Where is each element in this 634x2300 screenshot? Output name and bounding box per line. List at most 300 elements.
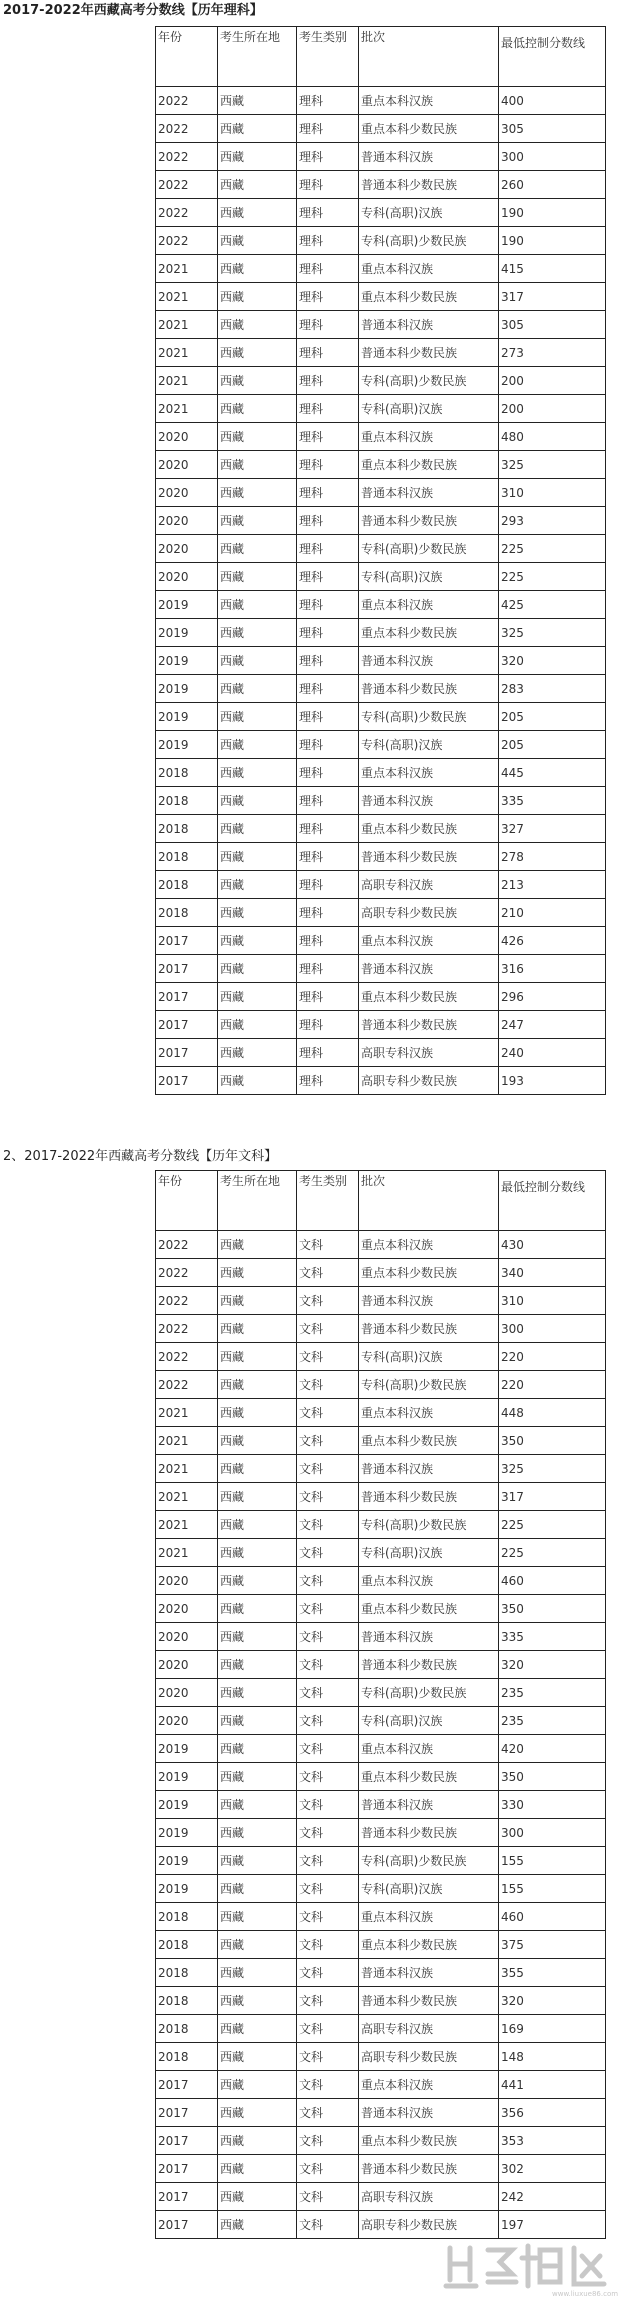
cell-category: 文科 (297, 1903, 359, 1931)
cell-location: 西藏 (218, 1567, 297, 1595)
header-min-score: 最低控制分数线 (499, 27, 606, 87)
cell-batch: 重点本科少数民族 (359, 1259, 499, 1287)
cell-year: 2019 (156, 647, 218, 675)
cell-min-score: 310 (499, 1287, 606, 1315)
cell-category: 理科 (297, 563, 359, 591)
cell-batch: 重点本科少数民族 (359, 451, 499, 479)
cell-batch: 重点本科汉族 (359, 1399, 499, 1427)
cell-location: 西藏 (218, 199, 297, 227)
cell-min-score: 460 (499, 1567, 606, 1595)
table-row (156, 339, 606, 367)
cell-batch: 普通本科少数民族 (359, 2155, 499, 2183)
cell-location: 西藏 (218, 899, 297, 927)
cell-batch: 普通本科少数民族 (359, 1819, 499, 1847)
header-batch: 批次 (359, 1171, 499, 1231)
cell-location: 西藏 (218, 731, 297, 759)
table-row (156, 1427, 606, 1455)
cell-year: 2018 (156, 843, 218, 871)
cell-location: 西藏 (218, 1259, 297, 1287)
table-row (156, 535, 606, 563)
table-row (156, 703, 606, 731)
cell-category: 文科 (297, 1315, 359, 1343)
cell-location: 西藏 (218, 2043, 297, 2071)
cell-location: 西藏 (218, 1539, 297, 1567)
cell-min-score: 426 (499, 927, 606, 955)
cell-category: 文科 (297, 1595, 359, 1623)
cell-category: 文科 (297, 1455, 359, 1483)
cell-year: 2021 (156, 255, 218, 283)
cell-batch: 专科(高职)少数民族 (359, 535, 499, 563)
cell-year: 2019 (156, 731, 218, 759)
cell-batch: 高职专科少数民族 (359, 1067, 499, 1095)
cell-batch: 重点本科汉族 (359, 591, 499, 619)
site-watermark-logo (440, 2236, 630, 2298)
cell-location: 西藏 (218, 227, 297, 255)
science-score-table (155, 26, 606, 1095)
cell-location: 西藏 (218, 563, 297, 591)
cell-category: 理科 (297, 927, 359, 955)
cell-location: 西藏 (218, 759, 297, 787)
cell-min-score: 305 (499, 115, 606, 143)
cell-year: 2019 (156, 1819, 218, 1847)
cell-min-score: 190 (499, 199, 606, 227)
science-section-title: 2017-2022年西藏高考分数线【历年理科】 (3, 3, 263, 18)
cell-location: 西藏 (218, 787, 297, 815)
cell-batch: 重点本科汉族 (359, 255, 499, 283)
cell-min-score: 260 (499, 171, 606, 199)
table-row (156, 395, 606, 423)
table-row (156, 1539, 606, 1567)
cell-category: 理科 (297, 143, 359, 171)
cell-min-score: 155 (499, 1847, 606, 1875)
cell-min-score: 273 (499, 339, 606, 367)
table-row (156, 367, 606, 395)
table-row (156, 1315, 606, 1343)
cell-location: 西藏 (218, 1819, 297, 1847)
cell-min-score: 197 (499, 2211, 606, 2239)
cell-location: 西藏 (218, 1067, 297, 1095)
cell-location: 西藏 (218, 311, 297, 339)
cell-year: 2020 (156, 1679, 218, 1707)
cell-year: 2019 (156, 619, 218, 647)
table-row (156, 1287, 606, 1315)
cell-min-score: 441 (499, 2071, 606, 2099)
cell-min-score: 355 (499, 1959, 606, 1987)
table-row (156, 1511, 606, 1539)
cell-min-score: 300 (499, 143, 606, 171)
cell-location: 西藏 (218, 1595, 297, 1623)
table-row (156, 2155, 606, 2183)
cell-year: 2017 (156, 2127, 218, 2155)
cell-batch: 普通本科少数民族 (359, 1987, 499, 2015)
table-row (156, 787, 606, 815)
cell-location: 西藏 (218, 535, 297, 563)
cell-year: 2020 (156, 423, 218, 451)
cell-year: 2017 (156, 927, 218, 955)
cell-batch: 重点本科汉族 (359, 1735, 499, 1763)
cell-location: 西藏 (218, 2071, 297, 2099)
cell-year: 2022 (156, 1259, 218, 1287)
cell-location: 西藏 (218, 1511, 297, 1539)
cell-category: 理科 (297, 787, 359, 815)
cell-batch: 普通本科汉族 (359, 1959, 499, 1987)
table-row (156, 1067, 606, 1095)
cell-year: 2021 (156, 1539, 218, 1567)
cell-year: 2022 (156, 1231, 218, 1259)
cell-min-score: 148 (499, 2043, 606, 2071)
cell-year: 2018 (156, 815, 218, 843)
cell-batch: 普通本科汉族 (359, 647, 499, 675)
table-row (156, 171, 606, 199)
cell-batch: 专科(高职)少数民族 (359, 227, 499, 255)
table-row (156, 1707, 606, 1735)
cell-batch: 普通本科汉族 (359, 2099, 499, 2127)
table-row (156, 1623, 606, 1651)
cell-batch: 专科(高职)汉族 (359, 395, 499, 423)
cell-location: 西藏 (218, 647, 297, 675)
cell-category: 文科 (297, 1231, 359, 1259)
cell-min-score: 225 (499, 1511, 606, 1539)
cell-year: 2021 (156, 1483, 218, 1511)
cell-location: 西藏 (218, 1315, 297, 1343)
cell-min-score: 335 (499, 1623, 606, 1651)
table-row (156, 843, 606, 871)
cell-min-score: 335 (499, 787, 606, 815)
cell-category: 文科 (297, 1791, 359, 1819)
table-row (156, 451, 606, 479)
cell-batch: 专科(高职)汉族 (359, 1539, 499, 1567)
cell-year: 2022 (156, 199, 218, 227)
cell-location: 西藏 (218, 955, 297, 983)
cell-min-score: 320 (499, 647, 606, 675)
cell-year: 2021 (156, 283, 218, 311)
cell-year: 2019 (156, 591, 218, 619)
cell-category: 理科 (297, 395, 359, 423)
cell-location: 西藏 (218, 1903, 297, 1931)
cell-min-score: 205 (499, 703, 606, 731)
cell-year: 2018 (156, 787, 218, 815)
cell-batch: 重点本科少数民族 (359, 815, 499, 843)
cell-min-score: 293 (499, 507, 606, 535)
table-row (156, 1371, 606, 1399)
cell-category: 理科 (297, 1067, 359, 1095)
cell-batch: 普通本科少数民族 (359, 507, 499, 535)
cell-location: 西藏 (218, 1679, 297, 1707)
cell-batch: 普通本科少数民族 (359, 1315, 499, 1343)
cell-batch: 普通本科汉族 (359, 1791, 499, 1819)
table-row (156, 255, 606, 283)
table-header-row (156, 1171, 606, 1231)
cell-location: 西藏 (218, 143, 297, 171)
cell-category: 文科 (297, 1511, 359, 1539)
cell-year: 2017 (156, 2155, 218, 2183)
cell-batch: 专科(高职)少数民族 (359, 1371, 499, 1399)
cell-category: 文科 (297, 1875, 359, 1903)
table-row (156, 1847, 606, 1875)
cell-min-score: 415 (499, 255, 606, 283)
cell-batch: 高职专科汉族 (359, 871, 499, 899)
cell-category: 理科 (297, 227, 359, 255)
cell-location: 西藏 (218, 815, 297, 843)
table-row (156, 311, 606, 339)
cell-year: 2018 (156, 759, 218, 787)
cell-year: 2022 (156, 143, 218, 171)
cell-category: 文科 (297, 2211, 359, 2239)
cell-location: 西藏 (218, 2099, 297, 2127)
cell-min-score: 225 (499, 563, 606, 591)
cell-category: 理科 (297, 731, 359, 759)
cell-location: 西藏 (218, 2015, 297, 2043)
cell-batch: 重点本科少数民族 (359, 115, 499, 143)
cell-min-score: 317 (499, 1483, 606, 1511)
cell-category: 文科 (297, 1539, 359, 1567)
cell-year: 2020 (156, 1567, 218, 1595)
table-row (156, 2099, 606, 2127)
cell-year: 2017 (156, 2071, 218, 2099)
cell-category: 理科 (297, 591, 359, 619)
cell-batch: 专科(高职)汉族 (359, 1343, 499, 1371)
cell-year: 2019 (156, 1791, 218, 1819)
cell-category: 文科 (297, 1483, 359, 1511)
table-row (156, 1651, 606, 1679)
cell-min-score: 240 (499, 1039, 606, 1067)
cell-year: 2017 (156, 2183, 218, 2211)
cell-category: 文科 (297, 1763, 359, 1791)
cell-min-score: 283 (499, 675, 606, 703)
cell-batch: 重点本科汉族 (359, 759, 499, 787)
cell-min-score: 310 (499, 479, 606, 507)
cell-year: 2022 (156, 1315, 218, 1343)
cell-location: 西藏 (218, 1039, 297, 1067)
cell-category: 文科 (297, 1651, 359, 1679)
cell-year: 2021 (156, 1455, 218, 1483)
cell-year: 2020 (156, 1651, 218, 1679)
cell-batch: 普通本科汉族 (359, 143, 499, 171)
cell-category: 文科 (297, 2043, 359, 2071)
table-row (156, 731, 606, 759)
cell-min-score: 213 (499, 871, 606, 899)
table-row (156, 1455, 606, 1483)
cell-min-score: 420 (499, 1735, 606, 1763)
cell-year: 2020 (156, 1595, 218, 1623)
cell-min-score: 193 (499, 1067, 606, 1095)
table-row (156, 899, 606, 927)
header-year: 年份 (156, 1171, 218, 1231)
cell-year: 2022 (156, 87, 218, 115)
cell-location: 西藏 (218, 1343, 297, 1371)
cell-category: 文科 (297, 1343, 359, 1371)
svg-text:www.liuxue86.com: www.liuxue86.com (552, 2290, 619, 2298)
table-row (156, 1735, 606, 1763)
cell-min-score: 400 (499, 87, 606, 115)
cell-location: 西藏 (218, 1763, 297, 1791)
cell-year: 2020 (156, 1623, 218, 1651)
cell-location: 西藏 (218, 1427, 297, 1455)
cell-location: 西藏 (218, 1875, 297, 1903)
table-row (156, 1567, 606, 1595)
cell-batch: 重点本科少数民族 (359, 1931, 499, 1959)
cell-batch: 普通本科汉族 (359, 1455, 499, 1483)
cell-min-score: 375 (499, 1931, 606, 1959)
cell-batch: 普通本科汉族 (359, 787, 499, 815)
cell-batch: 专科(高职)少数民族 (359, 703, 499, 731)
cell-min-score: 210 (499, 899, 606, 927)
table-row (156, 647, 606, 675)
cell-year: 2018 (156, 899, 218, 927)
cell-category: 理科 (297, 535, 359, 563)
header-min-score: 最低控制分数线 (499, 1171, 606, 1231)
cell-min-score: 235 (499, 1707, 606, 1735)
table-row (156, 115, 606, 143)
cell-location: 西藏 (218, 507, 297, 535)
cell-min-score: 445 (499, 759, 606, 787)
cell-batch: 普通本科汉族 (359, 955, 499, 983)
cell-min-score: 225 (499, 1539, 606, 1567)
cell-batch: 专科(高职)少数民族 (359, 1679, 499, 1707)
cell-min-score: 169 (499, 2015, 606, 2043)
cell-batch: 专科(高职)少数民族 (359, 367, 499, 395)
cell-location: 西藏 (218, 115, 297, 143)
cell-year: 2019 (156, 1875, 218, 1903)
cell-batch: 普通本科少数民族 (359, 171, 499, 199)
table-row (156, 815, 606, 843)
cell-batch: 高职专科汉族 (359, 2183, 499, 2211)
cell-batch: 普通本科汉族 (359, 1287, 499, 1315)
table-row (156, 1875, 606, 1903)
cell-min-score: 316 (499, 955, 606, 983)
cell-min-score: 325 (499, 1455, 606, 1483)
cell-year: 2017 (156, 1039, 218, 1067)
cell-min-score: 350 (499, 1427, 606, 1455)
table-row (156, 2183, 606, 2211)
cell-min-score: 460 (499, 1903, 606, 1931)
cell-location: 西藏 (218, 171, 297, 199)
cell-location: 西藏 (218, 1287, 297, 1315)
cell-min-score: 320 (499, 1651, 606, 1679)
cell-min-score: 480 (499, 423, 606, 451)
cell-batch: 高职专科少数民族 (359, 2211, 499, 2239)
table-row (156, 2071, 606, 2099)
cell-batch: 重点本科汉族 (359, 87, 499, 115)
cell-min-score: 300 (499, 1315, 606, 1343)
table-row (156, 927, 606, 955)
cell-batch: 高职专科汉族 (359, 2015, 499, 2043)
cell-year: 2018 (156, 871, 218, 899)
cell-location: 西藏 (218, 1011, 297, 1039)
cell-category: 理科 (297, 311, 359, 339)
cell-year: 2019 (156, 703, 218, 731)
cell-location: 西藏 (218, 927, 297, 955)
table-row (156, 227, 606, 255)
cell-location: 西藏 (218, 367, 297, 395)
cell-batch: 专科(高职)汉族 (359, 199, 499, 227)
cell-min-score: 305 (499, 311, 606, 339)
cell-location: 西藏 (218, 283, 297, 311)
cell-batch: 专科(高职)少数民族 (359, 1847, 499, 1875)
cell-category: 理科 (297, 647, 359, 675)
cell-category: 文科 (297, 1847, 359, 1875)
cell-location: 西藏 (218, 1371, 297, 1399)
cell-location: 西藏 (218, 1987, 297, 2015)
cell-min-score: 325 (499, 451, 606, 479)
table-row (156, 479, 606, 507)
cell-location: 西藏 (218, 1231, 297, 1259)
cell-category: 文科 (297, 2015, 359, 2043)
cell-location: 西藏 (218, 2155, 297, 2183)
header-location: 考生所在地 (218, 27, 297, 87)
cell-min-score: 300 (499, 1819, 606, 1847)
table-row (156, 507, 606, 535)
cell-min-score: 327 (499, 815, 606, 843)
table-row (156, 759, 606, 787)
cell-location: 西藏 (218, 1847, 297, 1875)
cell-batch: 高职专科少数民族 (359, 899, 499, 927)
table-row (156, 423, 606, 451)
cell-category: 文科 (297, 1931, 359, 1959)
cell-min-score: 353 (499, 2127, 606, 2155)
cell-category: 文科 (297, 1707, 359, 1735)
cell-category: 文科 (297, 1567, 359, 1595)
cell-location: 西藏 (218, 479, 297, 507)
table-row (156, 871, 606, 899)
cell-year: 2022 (156, 115, 218, 143)
cell-year: 2020 (156, 1707, 218, 1735)
table-row (156, 2043, 606, 2071)
cell-location: 西藏 (218, 1399, 297, 1427)
cell-batch: 高职专科少数民族 (359, 2043, 499, 2071)
cell-batch: 普通本科汉族 (359, 1623, 499, 1651)
cell-location: 西藏 (218, 1931, 297, 1959)
table-row (156, 1819, 606, 1847)
cell-min-score: 225 (499, 535, 606, 563)
cell-batch: 重点本科汉族 (359, 423, 499, 451)
cell-batch: 普通本科汉族 (359, 311, 499, 339)
cell-location: 西藏 (218, 1959, 297, 1987)
cell-year: 2022 (156, 227, 218, 255)
table-row (156, 619, 606, 647)
cell-year: 2020 (156, 535, 218, 563)
cell-category: 理科 (297, 983, 359, 1011)
cell-year: 2018 (156, 2043, 218, 2071)
cell-location: 西藏 (218, 703, 297, 731)
cell-batch: 重点本科少数民族 (359, 283, 499, 311)
table-row (156, 1483, 606, 1511)
cell-year: 2017 (156, 2099, 218, 2127)
cell-year: 2021 (156, 1511, 218, 1539)
cell-min-score: 350 (499, 1763, 606, 1791)
cell-year: 2022 (156, 171, 218, 199)
cell-category: 理科 (297, 815, 359, 843)
table-row (156, 1039, 606, 1067)
cell-location: 西藏 (218, 2211, 297, 2239)
cell-category: 理科 (297, 367, 359, 395)
cell-location: 西藏 (218, 2183, 297, 2211)
cell-location: 西藏 (218, 591, 297, 619)
cell-location: 西藏 (218, 87, 297, 115)
cell-location: 西藏 (218, 675, 297, 703)
cell-category: 文科 (297, 1623, 359, 1651)
cell-min-score: 242 (499, 2183, 606, 2211)
cell-location: 西藏 (218, 983, 297, 1011)
cell-batch: 重点本科少数民族 (359, 983, 499, 1011)
cell-year: 2022 (156, 1343, 218, 1371)
cell-min-score: 340 (499, 1259, 606, 1287)
table-row (156, 955, 606, 983)
cell-batch: 普通本科少数民族 (359, 1483, 499, 1511)
liberal-score-table (155, 1170, 606, 2239)
table-row (156, 87, 606, 115)
cell-category: 文科 (297, 2155, 359, 2183)
